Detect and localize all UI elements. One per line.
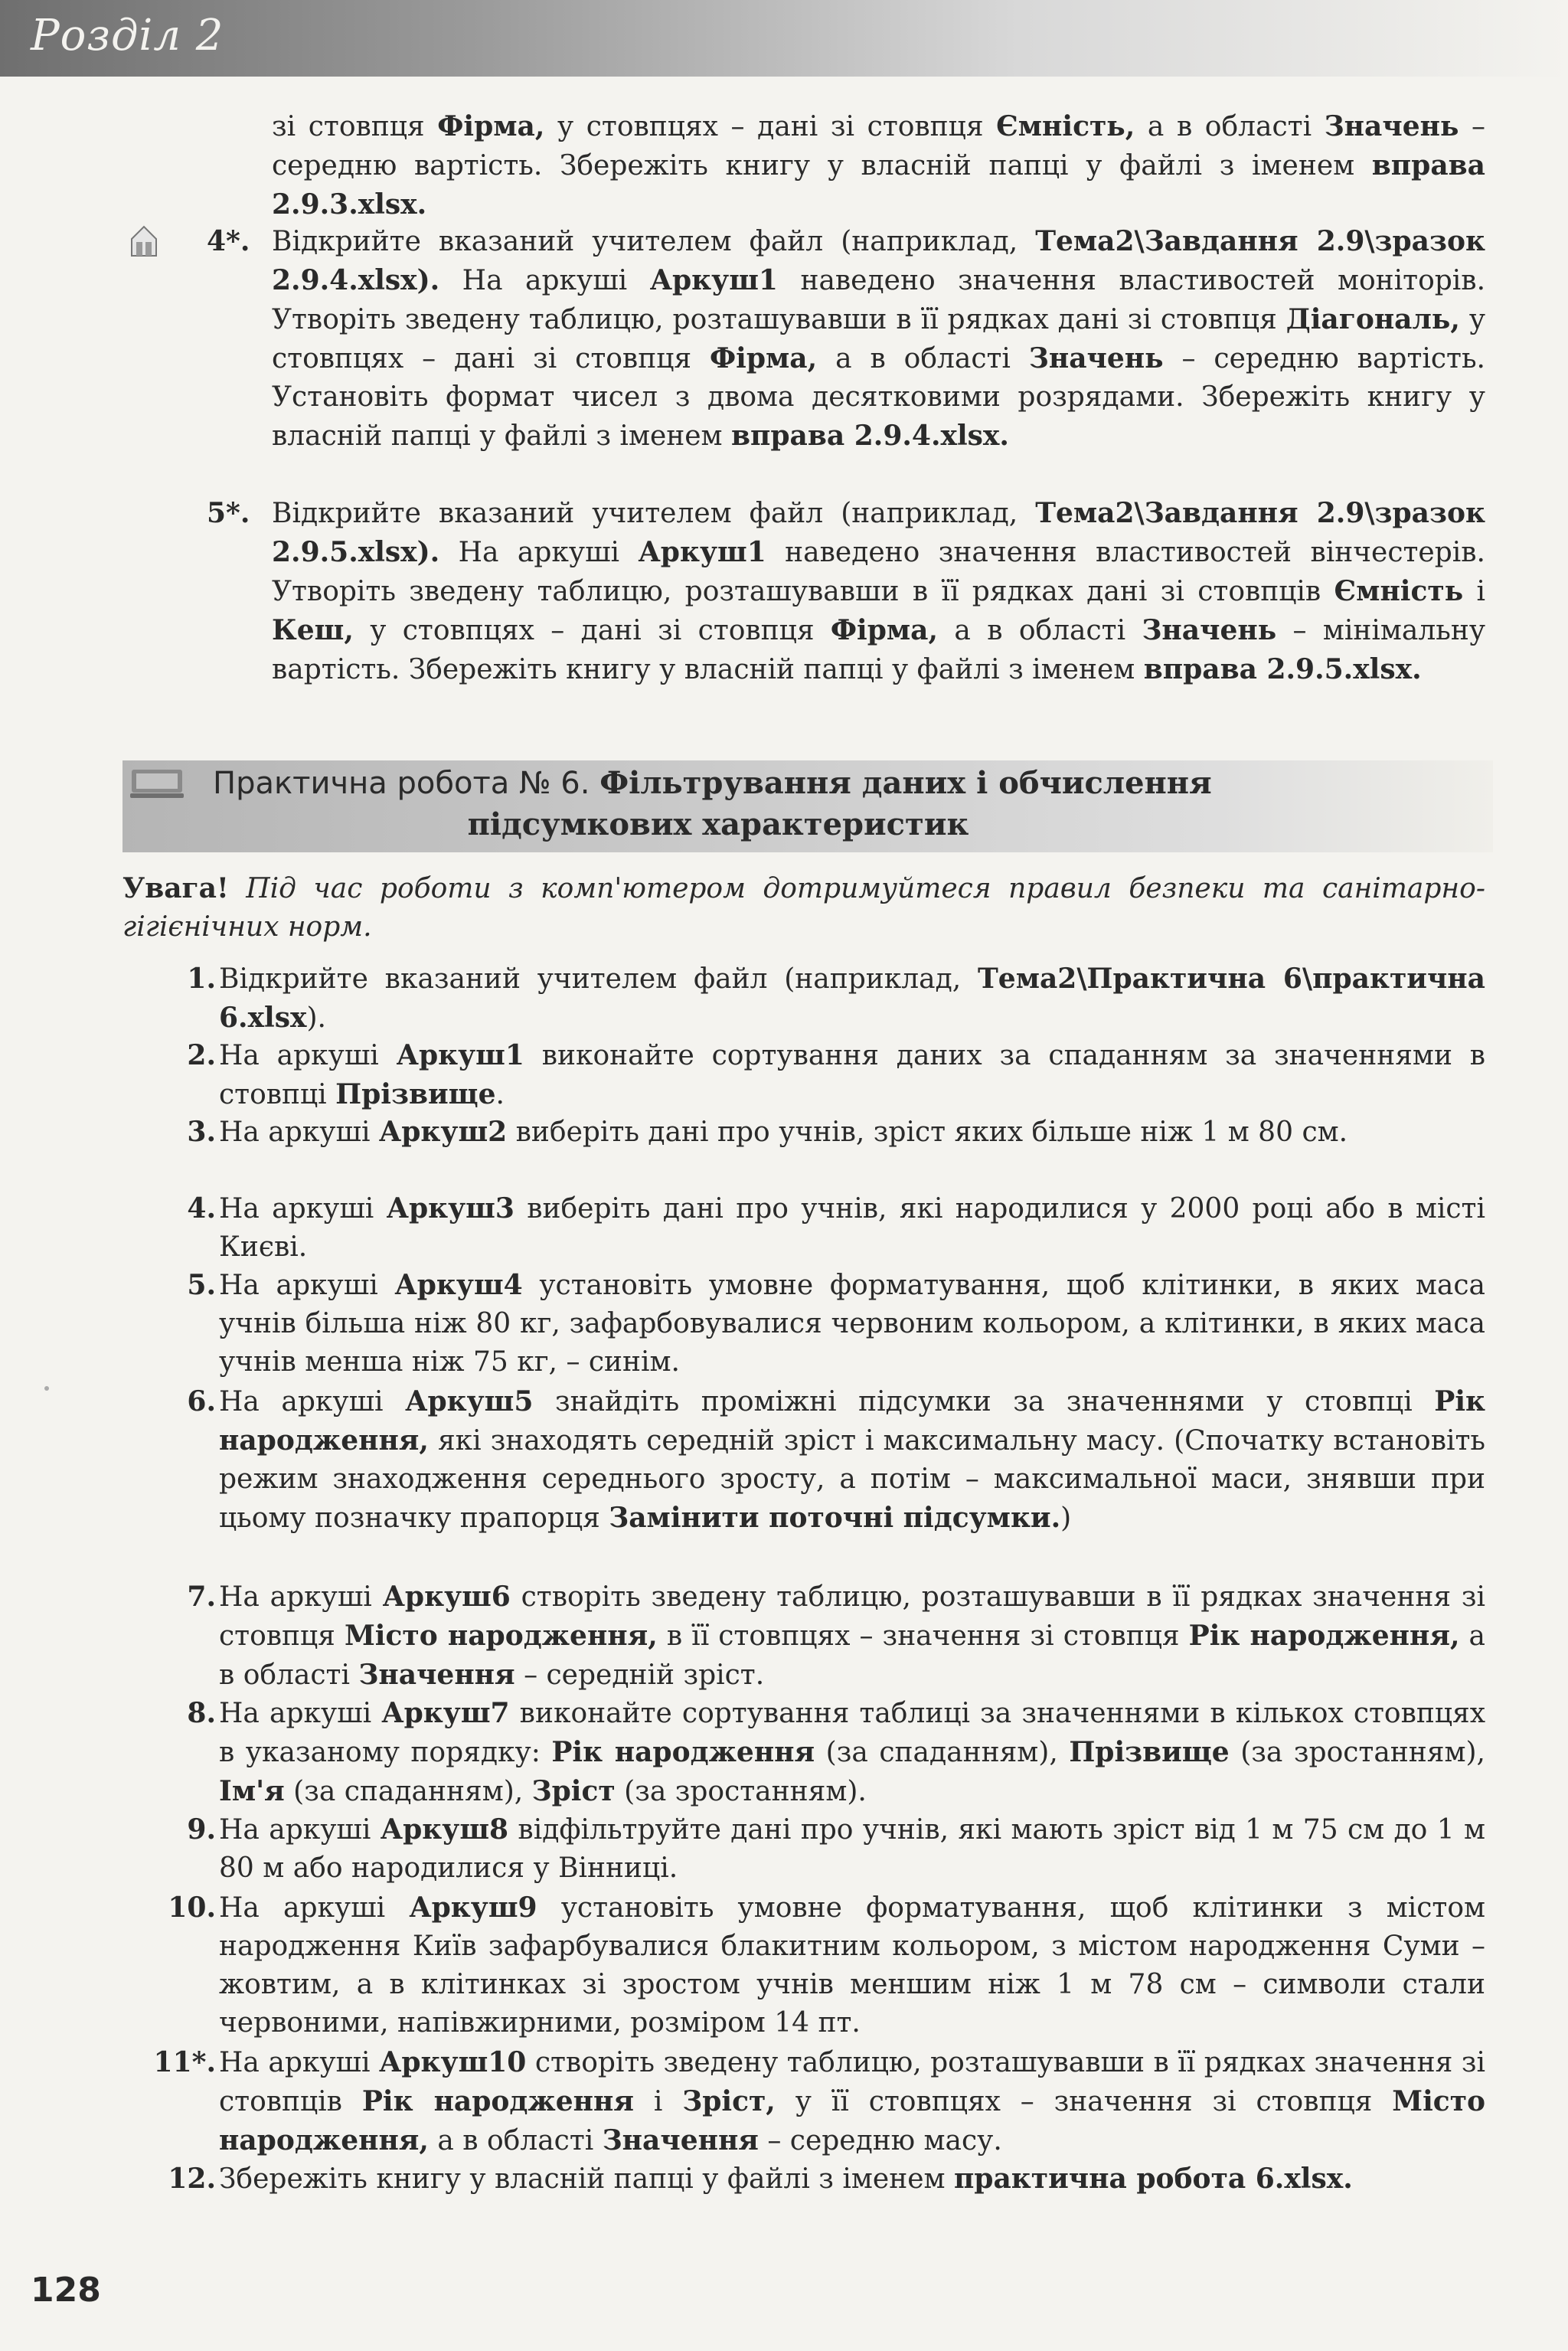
task-12: 12. Збережіть книгу у власній папці у файлі з іменем практична робота 6.xlsx. [168, 2163, 1353, 2195]
task-11: 11*. На аркуші Аркуш10 створіть зведену таблицю, розташувавши в її рядках значення зі стовпців Рік народження і Зріст, у її стовпцях – значення зі стовпця Місто народження, а в області Значення – середню масу. [153, 2046, 1486, 2156]
section-label: Розділ 2 [31, 11, 224, 60]
task-5: 5. На аркуші Аркуш4 установіть умовне форматування, щоб клітинки, в яких маса учнів більша ніж 80 кг, зафарбовувалися червоним кольором, а клітинки, в яких маса учнів менша ніж 75 кг, – синім. [187, 1269, 1485, 1378]
exercise-text: Відкрийте вказаний учителем файл (наприклад, Тема2\Завдання 2.9\зразок 2.9.4.xlsx). На аркуші Аркуш1 наведено значення властивостей моніторів. Утворіть зведену таблицю, розташувавши в її рядках дані зі стовпця Діагональ, у стовпцях – дані зі стовпця Фірма, а в області Значень – середню вартість. Установіть формат чисел з двома десятковими розрядами. Збережіть книгу у власній папці у файлі з іменем вправа 2.9.4.xlsx. [272, 225, 1486, 452]
task-3: 3. На аркуші Аркуш2 виберіть дані про учнів, зріст яких більше ніж 1 м 80 см. [187, 1116, 1348, 1148]
task-9: 9. На аркуші Аркуш8 відфільтруйте дані про учнів, які мають зріст від 1 м 75 см до 1 м 80 м або народилися у Вінниці. [187, 1813, 1486, 1884]
continuation-paragraph: зі стовпця Фірма, у стовпцях – дані зі стовпця Ємність, а в області Значень – середню вартість. Збережіть книгу у власній папці у файлі з іменем вправа 2.9.3.xlsx. [272, 110, 1485, 221]
section-header-band [0, 0, 1568, 77]
exercise-number: 5*. [207, 497, 250, 529]
task-6: 6. На аркуші Аркуш5 знайдіть проміжні підсумки за значеннями у стовпці Рік народження, які знаходять середній зріст і максимальну масу. (Спочатку встановіть режим знаходження середнього зросту, а потім – максимальної маси, знявши при цьому позначку прапорця Замінити поточні підсумки.) [187, 1385, 1486, 1534]
exercise-number: 4*. [207, 225, 250, 257]
task-7: 7. На аркуші Аркуш6 створіть зведену таблицю, розташувавши в її рядках значення зі стовпця Місто народження, в її стовпцях – значення зі стовпця Рік народження, а в області Значення – середній зріст. [187, 1581, 1486, 1691]
exercise-4 [207, 222, 1486, 452]
computer-icon [130, 768, 184, 799]
task-8: 8. На аркуші Аркуш7 виконайте сортування таблиці за значеннями в кількох стовпцях в указаному порядку: Рік народження (за спаданням), Прізвище (за зростанням), Ім'я (за спаданням), Зріст (за зростанням). [187, 1697, 1485, 1807]
exercise-5 [207, 494, 1486, 685]
scan-speck [44, 1386, 49, 1391]
task-4: 4. На аркуші Аркуш3 виберіть дані про учнів, які народилися у 2000 році або в місті Києві. [187, 1192, 1485, 1263]
task-10: 10. На аркуші Аркуш9 установіть умовне форматування, щоб клітинки з містом народження Київ зафарбувалися блакитним кольором, з містом народження Суми – жовтим, а в клітинках зі зростом учнів меншим ніж 1 м 78 см – символи стали червоними, напівжирними, розміром 14 пт. [168, 1892, 1485, 2039]
page-number: 128 [31, 2271, 101, 2310]
exercise-text: Відкрийте вказаний учителем файл (наприклад, Тема2\Завдання 2.9\зразок 2.9.5.xlsx). На аркуші Аркуш1 наведено значення властивостей вінчестерів. Утворіть зведену таблицю, розташувавши в її рядках дані зі стовпців Ємність і Кеш, у стовпцях – дані зі стовпця Фірма, а в області Значень – мінімальну вартість. Збережіть книгу у власній папці у файлі з іменем вправа 2.9.5.xlsx. [272, 497, 1486, 685]
safety-warning: Увага! Під час роботи з комп'ютером дотримуйтеся правил безпеки та санітарно-гігієнічних норм. [122, 872, 1485, 943]
task-2: 2. На аркуші Аркуш1 виконайте сортування даних за спаданням за значеннями в стовпці Прізвище. [187, 1039, 1485, 1110]
practical-work-title: Практична робота № 6. Фільтрування даних і обчислення підсумкових характеристик [213, 765, 1212, 842]
home-icon [129, 224, 159, 257]
task-1: 1. Відкрийте вказаний учителем файл (наприклад, Тема2\Практична 6\практична 6.xlsx). [187, 963, 1485, 1034]
